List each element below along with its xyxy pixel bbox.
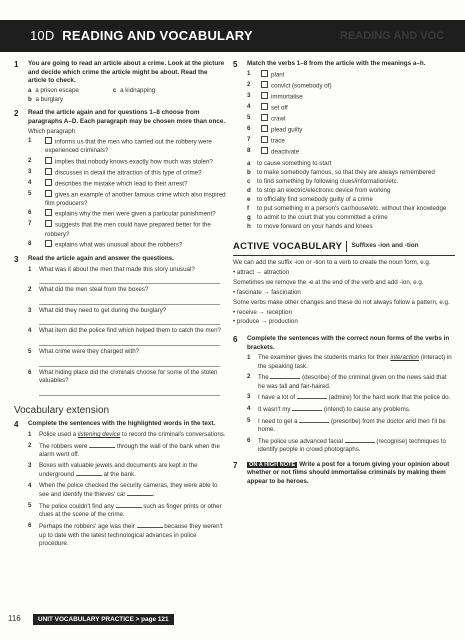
option-text: a kidnapping bbox=[120, 87, 156, 95]
option-a[interactable] bbox=[28, 87, 79, 96]
item-number: 8 bbox=[28, 240, 32, 248]
verb-text: set off bbox=[271, 104, 288, 112]
av-example-3: • receive → reception bbox=[233, 308, 292, 316]
section-title: READING AND VOCABULARY bbox=[62, 28, 253, 43]
page-title bbox=[30, 28, 253, 43]
gap-blank[interactable] bbox=[127, 490, 155, 499]
item-text: explains what was unusual about the robbers? bbox=[55, 241, 183, 249]
gap-blank[interactable] bbox=[297, 393, 327, 399]
unit-code: 10D bbox=[30, 28, 55, 43]
which-paragraph-label: Which paragraph bbox=[28, 127, 76, 135]
verb-number: 8 bbox=[247, 147, 251, 155]
sentence-end: (describe) of the criminal given on the news said that he was tall and fair-haired. bbox=[258, 374, 447, 390]
exercise-instruction: Read the article again and for questions 1–8 choose from paragraphs A–D. Each paragraph may be chosen more than once. bbox=[28, 109, 226, 125]
answer-line-input[interactable] bbox=[39, 296, 220, 305]
verb-item bbox=[247, 147, 455, 157]
sentence-start: Police used a bbox=[39, 431, 78, 439]
option-text: a prison escape bbox=[35, 87, 79, 95]
verb-item bbox=[247, 103, 455, 113]
gap-fill-sentence bbox=[28, 522, 226, 549]
sentence-start: The police use advanced facial bbox=[258, 437, 345, 445]
item-text: implies that nobody knows exactly how much was stolen? bbox=[55, 158, 213, 166]
exercise-3 bbox=[14, 255, 226, 396]
meaning-letter: h bbox=[247, 223, 251, 231]
item-number: 1 bbox=[28, 431, 32, 439]
noun-form-sentence bbox=[247, 354, 455, 371]
ghost-watermark-text: READING AND VOC bbox=[340, 30, 445, 42]
gap-blank[interactable] bbox=[345, 437, 375, 443]
item-number: 6 bbox=[247, 436, 251, 444]
page-number: 116 bbox=[8, 614, 21, 623]
question-text: What hiding place did the criminals choose for some of the stolen valuables? bbox=[39, 368, 218, 385]
option-letter: b bbox=[28, 95, 32, 103]
av-paragraph-3: Some verbs make other changes and these do not always follow a pattern, e.g. bbox=[233, 299, 450, 307]
gap-blank[interactable] bbox=[299, 417, 329, 423]
item-number: 2 bbox=[247, 373, 251, 381]
paragraph-question-item bbox=[28, 157, 226, 167]
sentence-start: I need to get a bbox=[258, 417, 300, 425]
vocabulary-extension-heading: Vocabulary extension bbox=[14, 404, 110, 416]
meaning-item bbox=[247, 205, 455, 214]
exercise-instruction: Read the article again and answer the questions. bbox=[28, 255, 174, 263]
example-answer: interaction bbox=[390, 354, 419, 362]
item-number: 3 bbox=[28, 461, 32, 469]
section-header bbox=[0, 20, 465, 52]
sentence-end: such as finger prints or other clues at the scene of the crime. bbox=[39, 502, 222, 519]
answer-checkbox[interactable] bbox=[261, 147, 268, 154]
answer-line-input[interactable] bbox=[39, 337, 220, 346]
answer-line-input[interactable] bbox=[39, 387, 220, 396]
item-number: 3 bbox=[247, 393, 251, 401]
item-text: describes the mistake which lead to their arrest? bbox=[55, 180, 188, 188]
exercise-number: 5 bbox=[233, 60, 238, 69]
exercise-3-items bbox=[28, 266, 226, 396]
answer-line-input[interactable] bbox=[39, 358, 220, 367]
paragraph-question-item bbox=[28, 220, 226, 239]
title-divider bbox=[346, 241, 347, 252]
exercise-1 bbox=[14, 60, 226, 104]
meaning-text: to officially find somebody guilty of a crime bbox=[257, 196, 373, 204]
exercise-instruction: Complete the sentences with the highlighted words in the text. bbox=[28, 420, 216, 428]
options-row bbox=[28, 87, 226, 96]
option-b[interactable] bbox=[28, 96, 226, 105]
sentence-start: The robbers were bbox=[39, 442, 90, 450]
sentence-start: The police couldn't find any bbox=[39, 502, 116, 510]
av-paragraph-1: We can add the suffix -ion or -tion to a verb to create the noun form, e.g. bbox=[233, 259, 431, 267]
gap-fill-sentence bbox=[28, 502, 226, 520]
on-a-high-note-badge: ON A HIGH NOTE bbox=[249, 461, 296, 468]
item-number: 3 bbox=[28, 167, 32, 175]
answer-checkbox[interactable] bbox=[45, 209, 52, 216]
item-text: gives an example of another famous crime which also inspired film producers? bbox=[45, 191, 226, 207]
question-item bbox=[28, 327, 226, 336]
answer-checkbox[interactable] bbox=[261, 114, 268, 121]
active-vocabulary-subtitle: Suffixes -ion and -tion bbox=[351, 242, 419, 250]
item-number: 4 bbox=[28, 481, 32, 489]
option-c[interactable] bbox=[113, 87, 155, 96]
item-number: 4 bbox=[28, 327, 32, 335]
unit-vocabulary-practice-link[interactable]: UNIT VOCABULARY PRACTICE > page 121 bbox=[33, 614, 174, 625]
exercise-5 bbox=[233, 60, 455, 232]
verb-text: trace bbox=[271, 137, 285, 145]
item-number: 1 bbox=[247, 354, 251, 362]
verb-number: 3 bbox=[247, 91, 251, 99]
sentence-end: (intend) to cause any problems. bbox=[322, 405, 411, 413]
question-text: What crime were they charged with? bbox=[39, 347, 140, 355]
exercise-instruction: You are going to read an article about a crime. Look at the picture and decide which crime the article might be about. Read the article to check. bbox=[28, 60, 225, 85]
meaning-text: to put something in a person's car/house/etc. without their knowledge bbox=[257, 205, 447, 213]
item-number: 5 bbox=[247, 416, 251, 424]
sentence-start: Perhaps the robbers' age was their bbox=[39, 523, 137, 531]
paragraph-question-item bbox=[28, 209, 226, 219]
answer-line-input[interactable] bbox=[39, 316, 220, 325]
verb-number: 7 bbox=[247, 135, 251, 143]
item-number: 6 bbox=[28, 209, 32, 217]
sentence-start: The examiner gives the students marks for their bbox=[258, 354, 391, 362]
verbs-list bbox=[247, 70, 455, 157]
verb-item bbox=[247, 114, 455, 124]
exercise-instruction: Complete the sentences with the correct noun forms of the verbs in brackets. bbox=[247, 334, 450, 351]
meaning-letter: d bbox=[247, 187, 251, 195]
paragraph-question-item bbox=[28, 240, 226, 250]
sentence-start: It wasn't my bbox=[258, 405, 293, 413]
item-text: discusses in detail the attraction of this type of crime? bbox=[55, 169, 202, 177]
left-column bbox=[14, 57, 226, 549]
answer-checkbox[interactable] bbox=[45, 240, 52, 247]
item-number: 1 bbox=[28, 265, 32, 273]
noun-form-sentence bbox=[247, 417, 455, 435]
exercise-7 bbox=[233, 461, 455, 487]
item-text: explains why the men were given a particular punishment? bbox=[55, 210, 216, 218]
paragraph-question-item bbox=[28, 137, 226, 156]
sentence-start: Boxes with valuable jewels and documents are kept in the underground bbox=[39, 461, 198, 479]
meaning-item bbox=[247, 178, 455, 187]
meaning-letter: e bbox=[247, 196, 251, 204]
meaning-text: to move forward on your hands and knees bbox=[257, 223, 373, 231]
item-number: 6 bbox=[28, 368, 32, 376]
gap-blank[interactable] bbox=[76, 470, 102, 476]
verb-text: plead guilty bbox=[271, 126, 303, 134]
active-vocabulary-box bbox=[233, 259, 455, 327]
gap-blank[interactable] bbox=[116, 502, 142, 508]
example-answer: listening device bbox=[77, 431, 121, 439]
answer-checkbox[interactable] bbox=[261, 81, 268, 88]
paragraph-question-item bbox=[28, 168, 226, 178]
sentence-end: . bbox=[153, 491, 155, 499]
verb-text: crawl bbox=[271, 115, 286, 123]
page-footer bbox=[0, 614, 465, 628]
active-vocabulary-title bbox=[233, 240, 455, 253]
sentence-end: at the bank. bbox=[101, 471, 136, 479]
item-text: informs us that the men who carried out the robbery were experienced criminals? bbox=[45, 138, 212, 155]
gap-fill-sentence bbox=[28, 442, 226, 460]
answer-checkbox[interactable] bbox=[261, 70, 268, 77]
verb-text: convict (somebody of) bbox=[271, 82, 332, 90]
verb-number: 1 bbox=[247, 69, 251, 77]
sentence-end: (recognise) techniques to identify people in crowd photographs. bbox=[258, 437, 446, 454]
verb-item bbox=[247, 70, 455, 80]
sentence-end: (interact) in the speaking task. bbox=[258, 354, 452, 370]
answer-checkbox[interactable] bbox=[45, 190, 52, 197]
exercise-number: 6 bbox=[233, 334, 238, 344]
item-number: 7 bbox=[28, 220, 32, 228]
sentence-end: because they weren't up to date with the latest technological advances in police procedure. bbox=[39, 523, 223, 548]
exercise-number: 2 bbox=[14, 109, 19, 119]
active-vocabulary-heading: ACTIVE VOCABULARY bbox=[233, 240, 343, 252]
item-number: 3 bbox=[28, 306, 32, 314]
item-number: 2 bbox=[28, 286, 32, 294]
right-column bbox=[233, 57, 455, 487]
answer-checkbox[interactable] bbox=[261, 136, 268, 143]
av-example-4: • produce → production bbox=[233, 318, 298, 326]
sentence-start: When the police checked the security cameras, they were able to see and identify the thieves' car bbox=[39, 481, 218, 499]
question-text: What did the men steal from the boxes? bbox=[39, 286, 149, 294]
verb-item bbox=[247, 136, 455, 146]
exercise-number: 7 bbox=[233, 460, 238, 470]
gap-blank[interactable] bbox=[137, 522, 163, 528]
verb-item bbox=[247, 125, 455, 135]
answer-checkbox[interactable] bbox=[45, 220, 52, 227]
meaning-item bbox=[247, 223, 455, 232]
question-text: What was it about the men that made this story unusual? bbox=[39, 265, 195, 273]
exercise-6-items bbox=[247, 354, 455, 454]
question-item bbox=[28, 348, 226, 357]
av-example-2: • fascinate → fascination bbox=[233, 288, 301, 296]
answer-checkbox[interactable] bbox=[261, 92, 268, 99]
item-number: 5 bbox=[28, 501, 32, 509]
sentence-end: (prescribe) from the doctor and then I'll be home. bbox=[258, 417, 446, 434]
answer-line-input[interactable] bbox=[39, 275, 220, 284]
meaning-text: to cause something to start bbox=[257, 160, 332, 168]
item-number: 4 bbox=[28, 178, 32, 186]
exercise-number: 3 bbox=[14, 255, 19, 265]
noun-form-sentence bbox=[247, 393, 455, 403]
verb-number: 6 bbox=[247, 124, 251, 132]
question-text: What item did the police find which helped them to catch the men? bbox=[39, 327, 221, 335]
meaning-letter: b bbox=[247, 169, 251, 177]
question-item bbox=[28, 369, 226, 386]
question-item bbox=[28, 286, 226, 295]
verb-number: 2 bbox=[247, 80, 251, 88]
meaning-item bbox=[247, 169, 455, 178]
item-number: 1 bbox=[28, 137, 32, 145]
gap-fill-sentence bbox=[28, 462, 226, 480]
noun-form-sentence bbox=[247, 405, 455, 415]
item-number: 2 bbox=[28, 156, 32, 164]
meaning-letter: g bbox=[247, 214, 251, 222]
exercise-4 bbox=[14, 420, 226, 548]
paragraph-question-item bbox=[28, 190, 226, 209]
option-text: a burglary bbox=[35, 95, 64, 103]
active-vocabulary-rule bbox=[233, 255, 455, 256]
verb-item bbox=[247, 81, 455, 91]
meaning-item bbox=[247, 160, 455, 169]
paragraph-question-item bbox=[28, 179, 226, 189]
verb-number: 5 bbox=[247, 113, 251, 121]
meaning-item bbox=[247, 187, 455, 196]
answer-checkbox[interactable] bbox=[45, 179, 52, 186]
meanings-list bbox=[247, 160, 455, 232]
meaning-letter: a bbox=[247, 160, 251, 168]
item-number: 2 bbox=[28, 441, 32, 449]
option-letter: a bbox=[28, 87, 32, 95]
item-text: suggests that the men could have prepared better for the robbery? bbox=[45, 221, 211, 238]
noun-form-sentence bbox=[247, 373, 455, 391]
meaning-text: to find something by following clues/information/etc. bbox=[257, 178, 399, 186]
item-number: 5 bbox=[28, 189, 32, 197]
verb-text: deactivate bbox=[271, 148, 300, 156]
exercise-6 bbox=[233, 335, 455, 455]
item-number: 4 bbox=[247, 404, 251, 412]
option-letter: c bbox=[112, 87, 117, 95]
exercise-7-text: Write a post for a forum giving your opinion about whether or not films should immortalise criminals by making them appear to be heroes. bbox=[247, 460, 450, 486]
meaning-text: to admit to the court that you committed a crime bbox=[257, 214, 388, 222]
meaning-letter: c bbox=[247, 178, 251, 186]
answer-checkbox[interactable] bbox=[45, 137, 52, 144]
sentence-end: to record the criminal's conversations. bbox=[120, 431, 226, 439]
verb-text: immortalise bbox=[271, 93, 303, 101]
sentence-start: I have a lot of bbox=[258, 394, 297, 402]
answer-checkbox[interactable] bbox=[45, 168, 52, 175]
noun-form-sentence bbox=[247, 437, 455, 455]
exercise-2 bbox=[14, 109, 226, 250]
sentence-end: (admire) for the hard work that the police do. bbox=[326, 394, 451, 402]
av-paragraph-2: Sometimes we remove the -e at the end of the verb and add -ion, e.g. bbox=[233, 279, 424, 287]
meaning-item bbox=[247, 214, 455, 223]
gap-fill-sentence bbox=[28, 431, 226, 440]
answer-checkbox[interactable] bbox=[45, 157, 52, 164]
exercise-number: 4 bbox=[14, 420, 19, 430]
exercise-4-items bbox=[28, 431, 226, 549]
verb-text: plant bbox=[271, 71, 285, 79]
av-example-1: • attract → attraction bbox=[233, 268, 290, 276]
verb-number: 4 bbox=[247, 102, 251, 110]
question-text: What did they need to get during the burglary? bbox=[39, 306, 167, 314]
gap-blank[interactable] bbox=[89, 442, 115, 448]
meaning-letter: f bbox=[247, 205, 250, 213]
gap-blank[interactable] bbox=[270, 373, 300, 379]
meaning-text: to stop an electric/electronic device from working bbox=[257, 187, 391, 195]
item-number: 5 bbox=[28, 347, 32, 355]
meaning-item bbox=[247, 196, 455, 205]
item-number: 6 bbox=[28, 522, 32, 530]
gap-fill-sentence bbox=[28, 482, 226, 500]
gap-blank[interactable] bbox=[292, 405, 322, 411]
sentence-end: through the wall of the bank when the alarm went off. bbox=[39, 442, 220, 459]
exercise-instruction bbox=[247, 461, 455, 487]
verb-item bbox=[247, 92, 455, 102]
answer-checkbox[interactable] bbox=[261, 103, 268, 110]
question-item bbox=[28, 307, 226, 316]
meaning-text: to make somebody famous, so that they are always remembered bbox=[257, 169, 435, 177]
sentence-start: The bbox=[258, 374, 271, 382]
answer-checkbox[interactable] bbox=[261, 125, 268, 132]
question-item bbox=[28, 266, 226, 275]
exercise-2-items bbox=[28, 137, 226, 250]
exercise-instruction: Match the verbs 1–8 from the article with the meanings a–h. bbox=[247, 60, 426, 67]
exercise-number: 1 bbox=[14, 60, 19, 69]
